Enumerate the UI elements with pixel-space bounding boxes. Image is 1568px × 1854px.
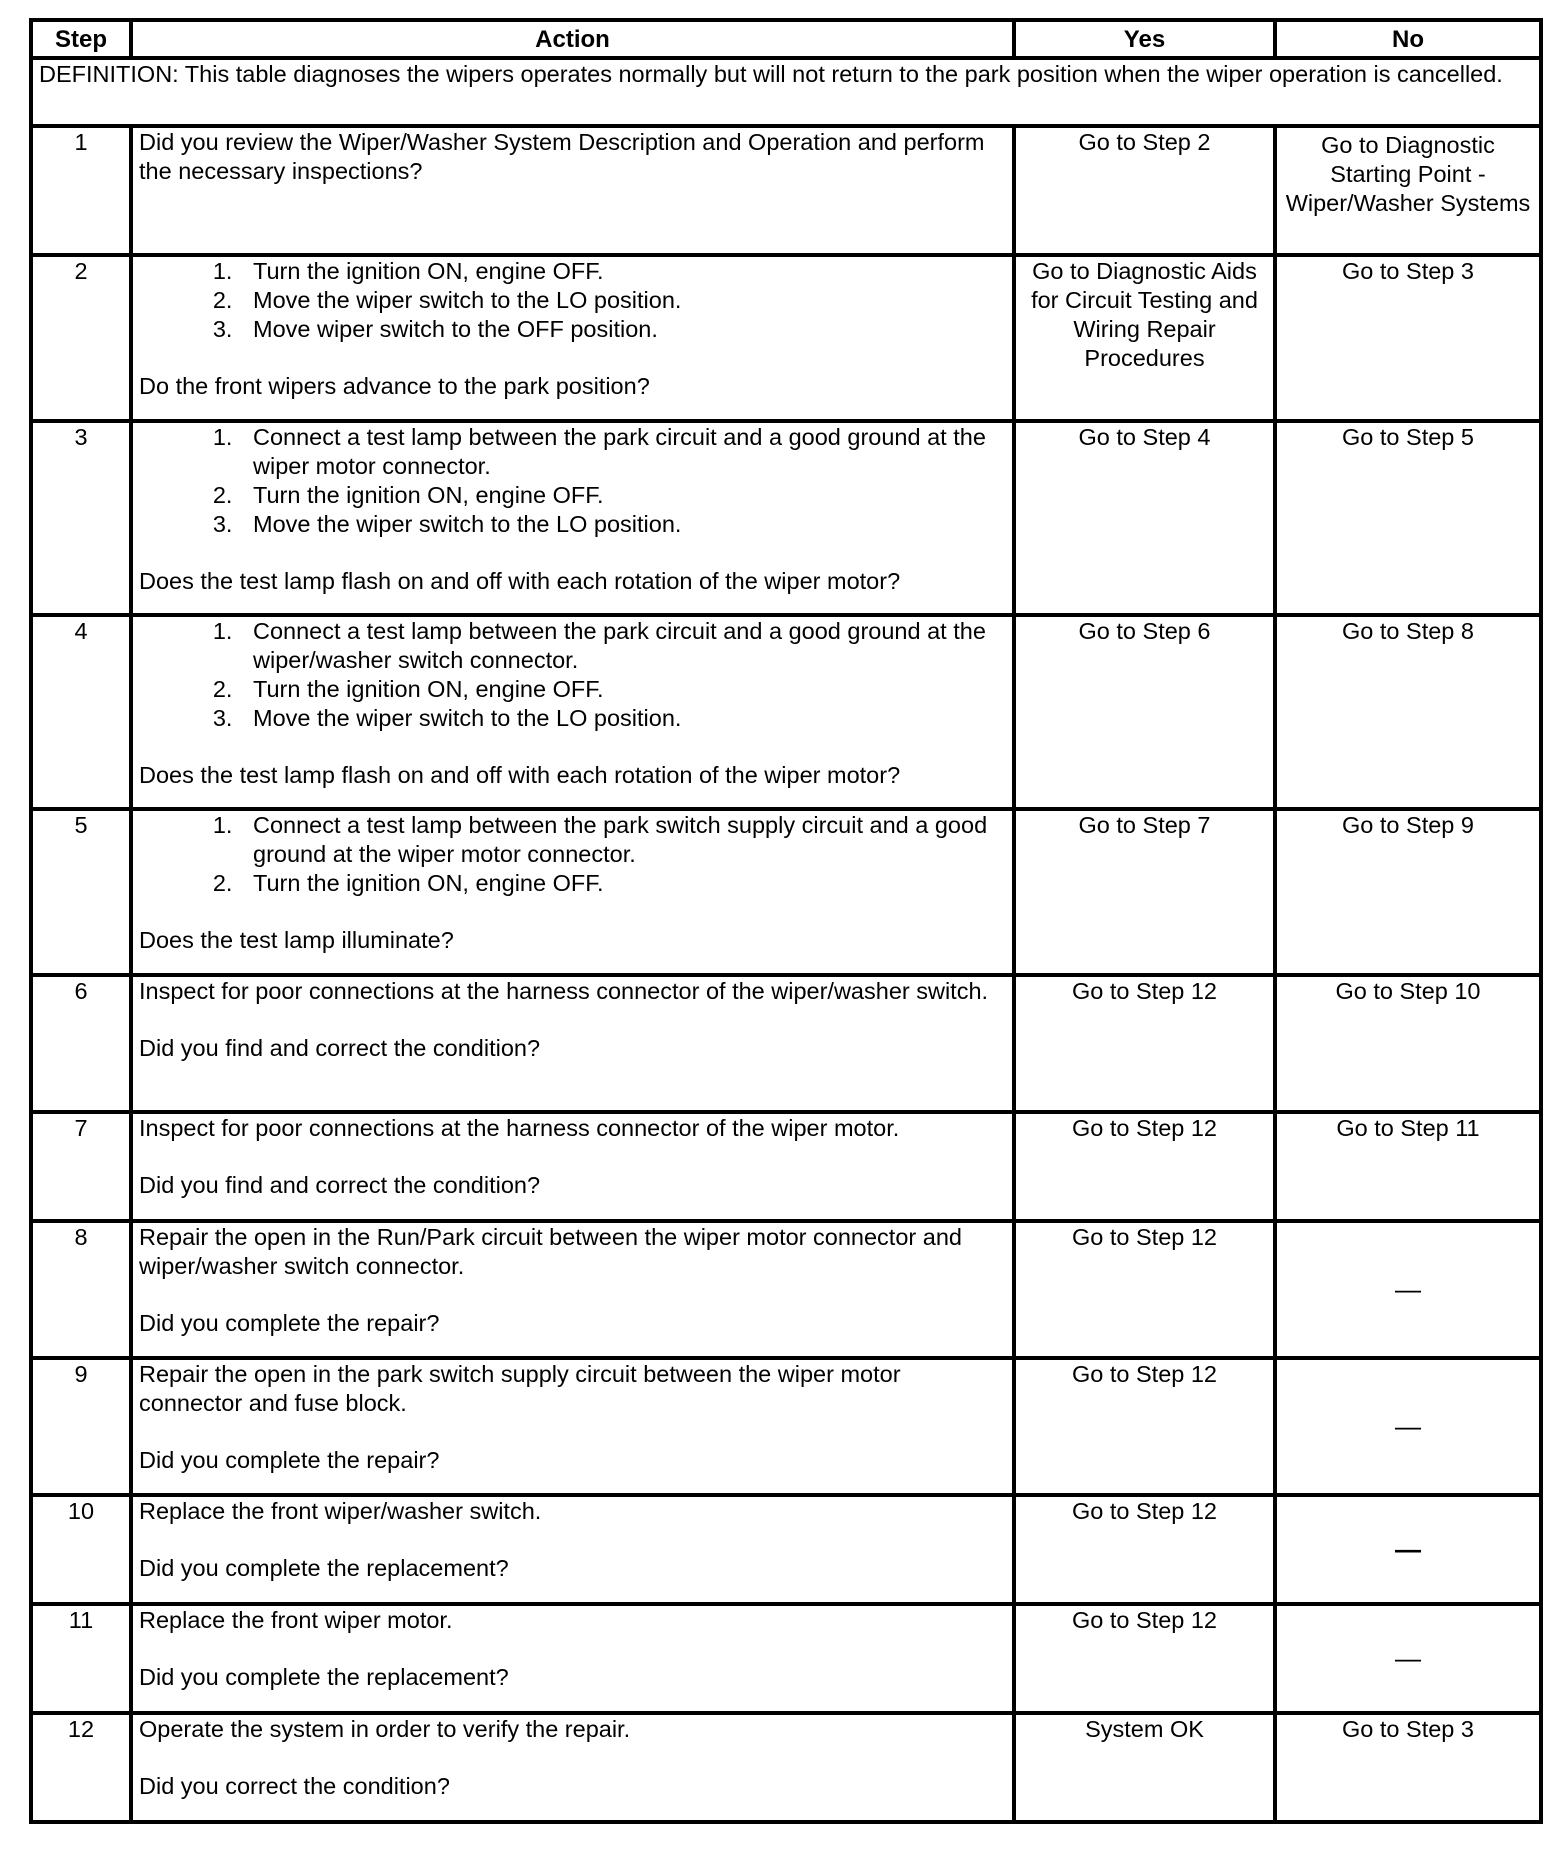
step-number: 7 <box>31 1112 131 1221</box>
action-question: Did you complete the replacement? <box>139 1555 509 1581</box>
instruction-item: 1. Connect a test lamp between the park circuit and a good ground at the wiper/washer switch connector. <box>239 617 1006 675</box>
action-cell <box>131 1112 1014 1221</box>
action-cell <box>131 1495 1014 1604</box>
step-number: 3 <box>31 421 131 615</box>
action-text: Replace the front wiper/washer switch. <box>139 1498 542 1524</box>
yes-result: Go to Step 6 <box>1014 615 1275 809</box>
action-cell <box>131 255 1014 421</box>
yes-result: Go to Step 4 <box>1014 421 1275 615</box>
no-result: — <box>1275 1358 1541 1495</box>
instruction-list <box>139 811 1006 898</box>
yes-result: Go to Diagnostic Aids for Circuit Testing and Wiring Repair Procedures <box>1014 255 1275 421</box>
table-row <box>31 1604 1541 1713</box>
no-result: — <box>1275 1495 1541 1604</box>
header-yes: Yes <box>1014 20 1275 58</box>
step-number: 8 <box>31 1221 131 1358</box>
action-text: Inspect for poor connections at the harness connector of the wiper motor. <box>139 1115 900 1141</box>
header-step: Step <box>31 20 131 58</box>
action-question: Does the test lamp flash on and off with each rotation of the wiper motor? <box>139 568 901 594</box>
yes-result: Go to Step 12 <box>1014 1221 1275 1358</box>
instruction-item: 2. Move the wiper switch to the LO position. <box>239 286 1006 315</box>
action-cell <box>131 421 1014 615</box>
step-number: 9 <box>31 1358 131 1495</box>
yes-result: Go to Step 12 <box>1014 1358 1275 1495</box>
instruction-list <box>139 257 1006 344</box>
instruction-item: 3. Move wiper switch to the OFF position. <box>239 315 1006 344</box>
instruction-item: 2. Turn the ignition ON, engine OFF. <box>239 481 1006 510</box>
yes-result: Go to Step 12 <box>1014 1604 1275 1713</box>
table-row <box>31 615 1541 809</box>
instruction-item: 1. Turn the ignition ON, engine OFF. <box>239 257 1006 286</box>
table-row <box>31 809 1541 975</box>
instruction-list <box>139 617 1006 733</box>
table-row <box>31 975 1541 1112</box>
definition-row <box>31 58 1541 126</box>
action-cell <box>131 1713 1014 1822</box>
action-text: Replace the front wiper motor. <box>139 1607 453 1633</box>
no-result: Go to Step 3 <box>1275 255 1541 421</box>
no-result: Go to Step 5 <box>1275 421 1541 615</box>
instruction-item: 1. Connect a test lamp between the park circuit and a good ground at the wiper motor connector. <box>239 423 1006 481</box>
no-result: Go to Step 10 <box>1275 975 1541 1112</box>
action-cell <box>131 975 1014 1112</box>
action-text: Did you review the Wiper/Washer System Description and Operation and perform the necessary inspections? <box>139 129 985 184</box>
step-number: 12 <box>31 1713 131 1822</box>
action-cell <box>131 615 1014 809</box>
action-question: Did you correct the condition? <box>139 1773 450 1799</box>
no-result: Go to Diagnostic Starting Point - Wiper/Washer Systems <box>1275 126 1541 255</box>
no-result: Go to Step 11 <box>1275 1112 1541 1221</box>
action-question: Do the front wipers advance to the park position? <box>139 373 650 399</box>
action-cell <box>131 809 1014 975</box>
yes-result: Go to Step 7 <box>1014 809 1275 975</box>
step-number: 4 <box>31 615 131 809</box>
action-question: Did you find and correct the condition? <box>139 1172 541 1198</box>
table-row <box>31 1221 1541 1358</box>
table-row <box>31 1713 1541 1822</box>
step-number: 11 <box>31 1604 131 1713</box>
instruction-item: 2. Turn the ignition ON, engine OFF. <box>239 675 1006 704</box>
yes-result: Go to Step 2 <box>1014 126 1275 255</box>
action-question: Did you complete the repair? <box>139 1447 440 1473</box>
action-text: Inspect for poor connections at the harness connector of the wiper/washer switch. <box>139 978 989 1004</box>
no-result: Go to Step 9 <box>1275 809 1541 975</box>
action-cell <box>131 1221 1014 1358</box>
header-row <box>31 20 1541 58</box>
table-row <box>31 126 1541 255</box>
step-number: 10 <box>31 1495 131 1604</box>
no-result: — <box>1275 1604 1541 1713</box>
table-row <box>31 1495 1541 1604</box>
yes-result: Go to Step 12 <box>1014 1495 1275 1604</box>
no-result: Go to Step 3 <box>1275 1713 1541 1822</box>
instruction-item: 1. Connect a test lamp between the park switch supply circuit and a good ground at the wiper motor connector. <box>239 811 1006 869</box>
instruction-list <box>139 423 1006 539</box>
yes-result: System OK <box>1014 1713 1275 1822</box>
action-text: Repair the open in the Run/Park circuit between the wiper motor connector and wiper/washer switch connector. <box>139 1224 962 1279</box>
table-row <box>31 1358 1541 1495</box>
action-question: Does the test lamp illuminate? <box>139 927 454 953</box>
instruction-item: 2. Turn the ignition ON, engine OFF. <box>239 869 1006 898</box>
action-question: Did you complete the replacement? <box>139 1664 509 1690</box>
diagnostic-table <box>29 18 1543 1824</box>
action-question: Did you find and correct the condition? <box>139 1035 541 1061</box>
no-result: Go to Step 8 <box>1275 615 1541 809</box>
step-number: 2 <box>31 255 131 421</box>
step-number: 6 <box>31 975 131 1112</box>
yes-result: Go to Step 12 <box>1014 975 1275 1112</box>
action-text: Operate the system in order to verify the repair. <box>139 1716 631 1742</box>
action-cell <box>131 126 1014 255</box>
action-cell <box>131 1358 1014 1495</box>
step-number: 1 <box>31 126 131 255</box>
definition-text: DEFINITION: This table diagnoses the wipers operates normally but will not return to the park position when the wiper operation is cancelled. <box>31 58 1541 126</box>
action-question: Did you complete the repair? <box>139 1310 440 1336</box>
table-row <box>31 1112 1541 1221</box>
header-action: Action <box>131 20 1014 58</box>
step-number: 5 <box>31 809 131 975</box>
action-cell <box>131 1604 1014 1713</box>
action-text: Repair the open in the park switch supply circuit between the wiper motor connector and fuse block. <box>139 1361 901 1416</box>
instruction-item: 3. Move the wiper switch to the LO position. <box>239 704 1006 733</box>
header-no: No <box>1275 20 1541 58</box>
action-question: Does the test lamp flash on and off with each rotation of the wiper motor? <box>139 762 901 788</box>
table-row <box>31 421 1541 615</box>
table-row <box>31 255 1541 421</box>
yes-result: Go to Step 12 <box>1014 1112 1275 1221</box>
instruction-item: 3. Move the wiper switch to the LO position. <box>239 510 1006 539</box>
no-result: — <box>1275 1221 1541 1358</box>
